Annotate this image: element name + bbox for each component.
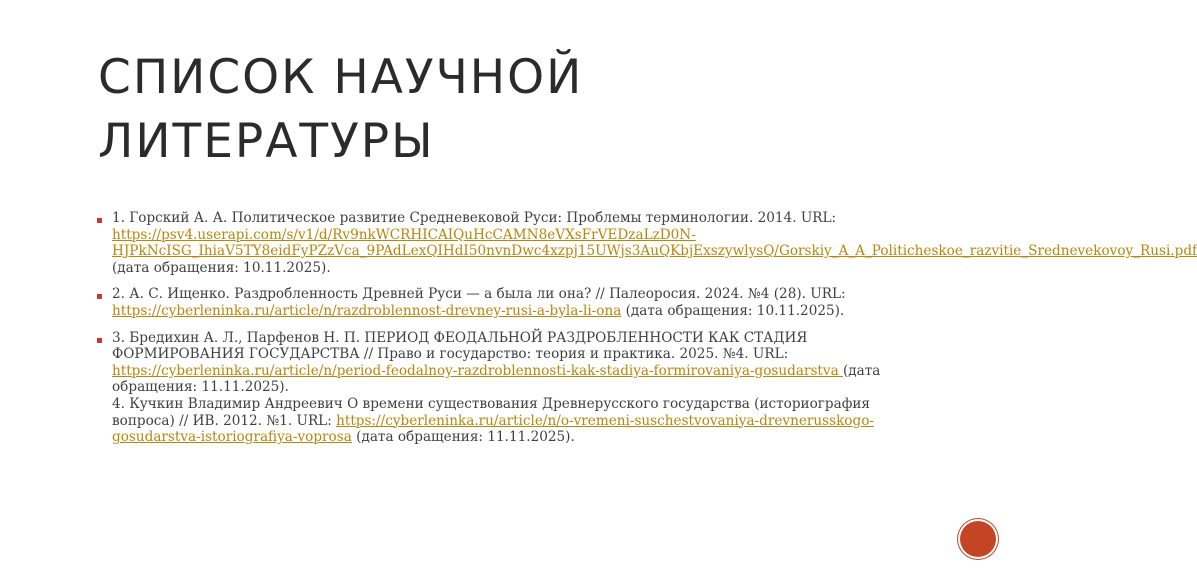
bullet-icon: ▪: [96, 334, 103, 346]
reference-list: [96, 210, 1197, 456]
item-date: (дата обращения: 11.11.2025).: [112, 362, 881, 396]
bullet-icon: ▪: [96, 291, 103, 303]
reference-link[interactable]: https://cyberleninka.ru/article/n/period-feodalnoy-razdroblennosti-kak-stadiya-formirovaniya-gosudarstva: [112, 362, 843, 379]
item-text: 3. Бредихин А. Л., Парфенов Н. П. ПЕРИОД ФЕОДАЛЬНОЙ РАЗДРОБЛЕННОСТИ КАК СТАДИЯ ФОРМИРОВАНИЯ ГОСУДАРСТВА // Право и государство: теория и практика. 2025. №4. URL:: [112, 329, 808, 363]
reference-link[interactable]: https://cyberleninka.ru/article/n/razdroblennost-drevney-rusi-a-byla-li-ona: [112, 302, 622, 319]
sub-item-date: (дата обращения: 11.11.2025).: [351, 429, 575, 446]
bullet-icon: ▪: [96, 215, 103, 226]
reference-link[interactable]: https://cyberleninka.ru/article/n/o-vremeni-suschestvovaniya-drevnerusskogo-gosudarstva-istoriografiya-voprosa: [112, 412, 874, 446]
item-text: 1. Горский А. А. Политическое развитие Средневековой Руси: Проблемы терминологии. 2014. URL:: [112, 210, 837, 226]
item-date: (дата обращения: 10.11.2025).: [112, 259, 331, 276]
title-line-1: СПИСОК НАУЧНОЙ: [98, 50, 584, 105]
item-text: 2. А. С. Ищенко. Раздробленность Древней Руси — а была ли она? // Палеоросия. 2024. №4 (28). URL:: [112, 286, 846, 303]
corner-circle-decoration: [960, 521, 996, 557]
item-date: (дата обращения: 10.11.2025).: [621, 302, 845, 319]
reference-link[interactable]: https://psv4.userapi.com/s/v1/d/Rv9nkWCRHICAIQuHcCAMN8eVXsFrVEDzaLzD0N-HJPkNcISG_IhiaV5TY8eidFyPZzVca_9PAdLexQIHdI50nvnDwc4xzpj15UWjs3AuQKbjExszywlysQ/Gorskiy_A_A_Politicheskoe_razvitie_Srednevekovoy_Rusi.pdf: [112, 226, 1197, 260]
list-item: [96, 286, 936, 319]
title-line-2: ЛИТЕРАТУРЫ: [98, 114, 435, 169]
page-title: [98, 46, 698, 174]
sub-item-text: 4. Кучкин Владимир Андреевич О времени существования Древнерусского государства (историография вопроса) // ИВ. 2012. №1. URL:: [112, 395, 870, 429]
list-item: [96, 210, 1197, 276]
sub-item: [112, 396, 936, 446]
list-item: [96, 330, 936, 446]
